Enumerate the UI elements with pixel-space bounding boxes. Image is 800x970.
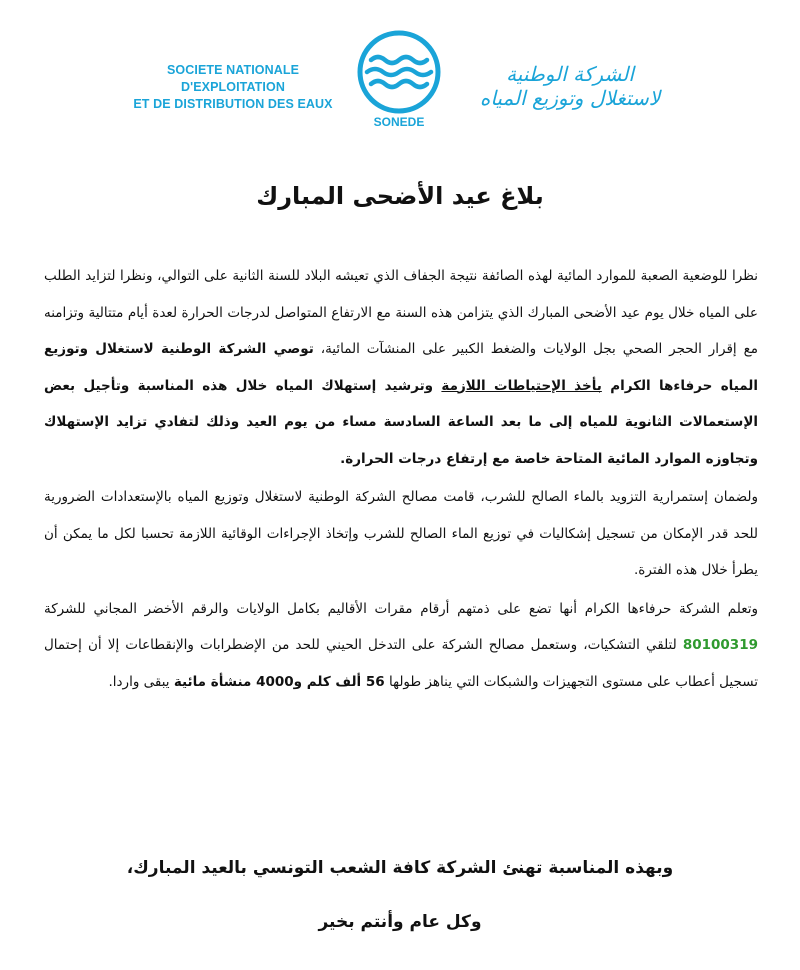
water-waves-icon xyxy=(357,30,441,114)
paragraph-1 xyxy=(44,258,758,477)
network-stats: 56 ألف كلم و4000 منشأة مائية xyxy=(173,673,385,690)
announcement-body xyxy=(44,258,758,702)
closing-greeting: وبهذه المناسبة تهنئ الشركة كافة الشعب التونسي بالعيد المبارك، xyxy=(126,858,674,878)
closing-wish: وكل عام وأنتم بخير xyxy=(318,912,482,932)
logo-text: SONEDE xyxy=(373,115,425,129)
company-name-arabic: الشركة الوطنية لاستغلال وتوزيع المياه xyxy=(479,62,661,110)
paragraph-2: ولضمان إستمرارية التزويد بالماء الصالح للشرب، قامت مصالح الشركة الوطنية لاستغلال وتوزيع المياه بالإستعدادات الضرورية للحد قدر الإمكان من تسجيل إشكاليات في توزيع الماء الصالح للشرب وإتخاذ الإجراءات الوقائية اللازمة تحسبا لكل ما يمكن أن يطرأ خلال هذه الفترة. xyxy=(44,489,758,578)
company-name-french-line1: SOCIETE NATIONALE D'EXPLOITATION xyxy=(166,63,300,94)
paragraph-1-bold-a: توصي الشركة الوطنية لاستغلال وتوزيع المياه حرفاءها الكرام xyxy=(44,341,758,394)
paragraph-1-bold-b: وترشيد إستهلاك المياه خلال هذه المناسبة وتأجيل بعض الإستعمالات الثانوية للمياه إلى ما بعد الساعة السادسة مساء من يوم العيد وذلك لتفادي تزايد الإستهلاك وتجاوزه الموارد المائية المتاحة خاصة مع إرتفاع درجات الحرارة. xyxy=(44,377,758,467)
page-title: بلاغ عيد الأضحى المبارك xyxy=(256,182,544,210)
paragraph-1-text: نظرا للوضعية الصعبة للموارد المائية لهذه الصائفة نتيجة الجفاف الذي تعيشه البلاد للسنة الثانية على التوالي، ونظرا لتزايد الطلب على المياه خلال يوم عيد الأضحى المبارك الذي يتزامن هذه السنة مع الارتفاع المتواصل لدرجات الحرارة لعدة أيام متتالية وتزامنه مع إقرار الحجر الصحي بجل الولايات والضغط الكبير على المنشآت المائية، xyxy=(44,268,758,357)
paragraph-3 xyxy=(44,591,758,701)
paragraph-3-text-b: لتلقي التشكيات، وستعمل مصالح الشركة على التدخل الحيني للحد من الإضطرابات والإنقطاعات إلا أن إحتمال تسجيل أعطاب على مستوى التجهيزات والشبكات التي يناهز طولها xyxy=(44,637,758,690)
letterhead xyxy=(0,0,800,150)
company-name-french-line2: ET DE DISTRIBUTION DES EAUX xyxy=(133,97,333,111)
paragraph-3-text-c: يبقى واردا. xyxy=(108,673,174,690)
company-name-french xyxy=(128,62,338,113)
paragraph-3-text-a: وتعلم الشركة حرفاءها الكرام أنها تضع على ذمتهم أرقام مقرات الأقاليم بكامل الولايات والرقم الأخضر المجاني للشركة xyxy=(44,600,758,617)
green-phone-number: 80100319 xyxy=(682,637,758,653)
paragraph-1-underlined: بأخذ الإحتياطات اللازمة xyxy=(441,377,602,394)
